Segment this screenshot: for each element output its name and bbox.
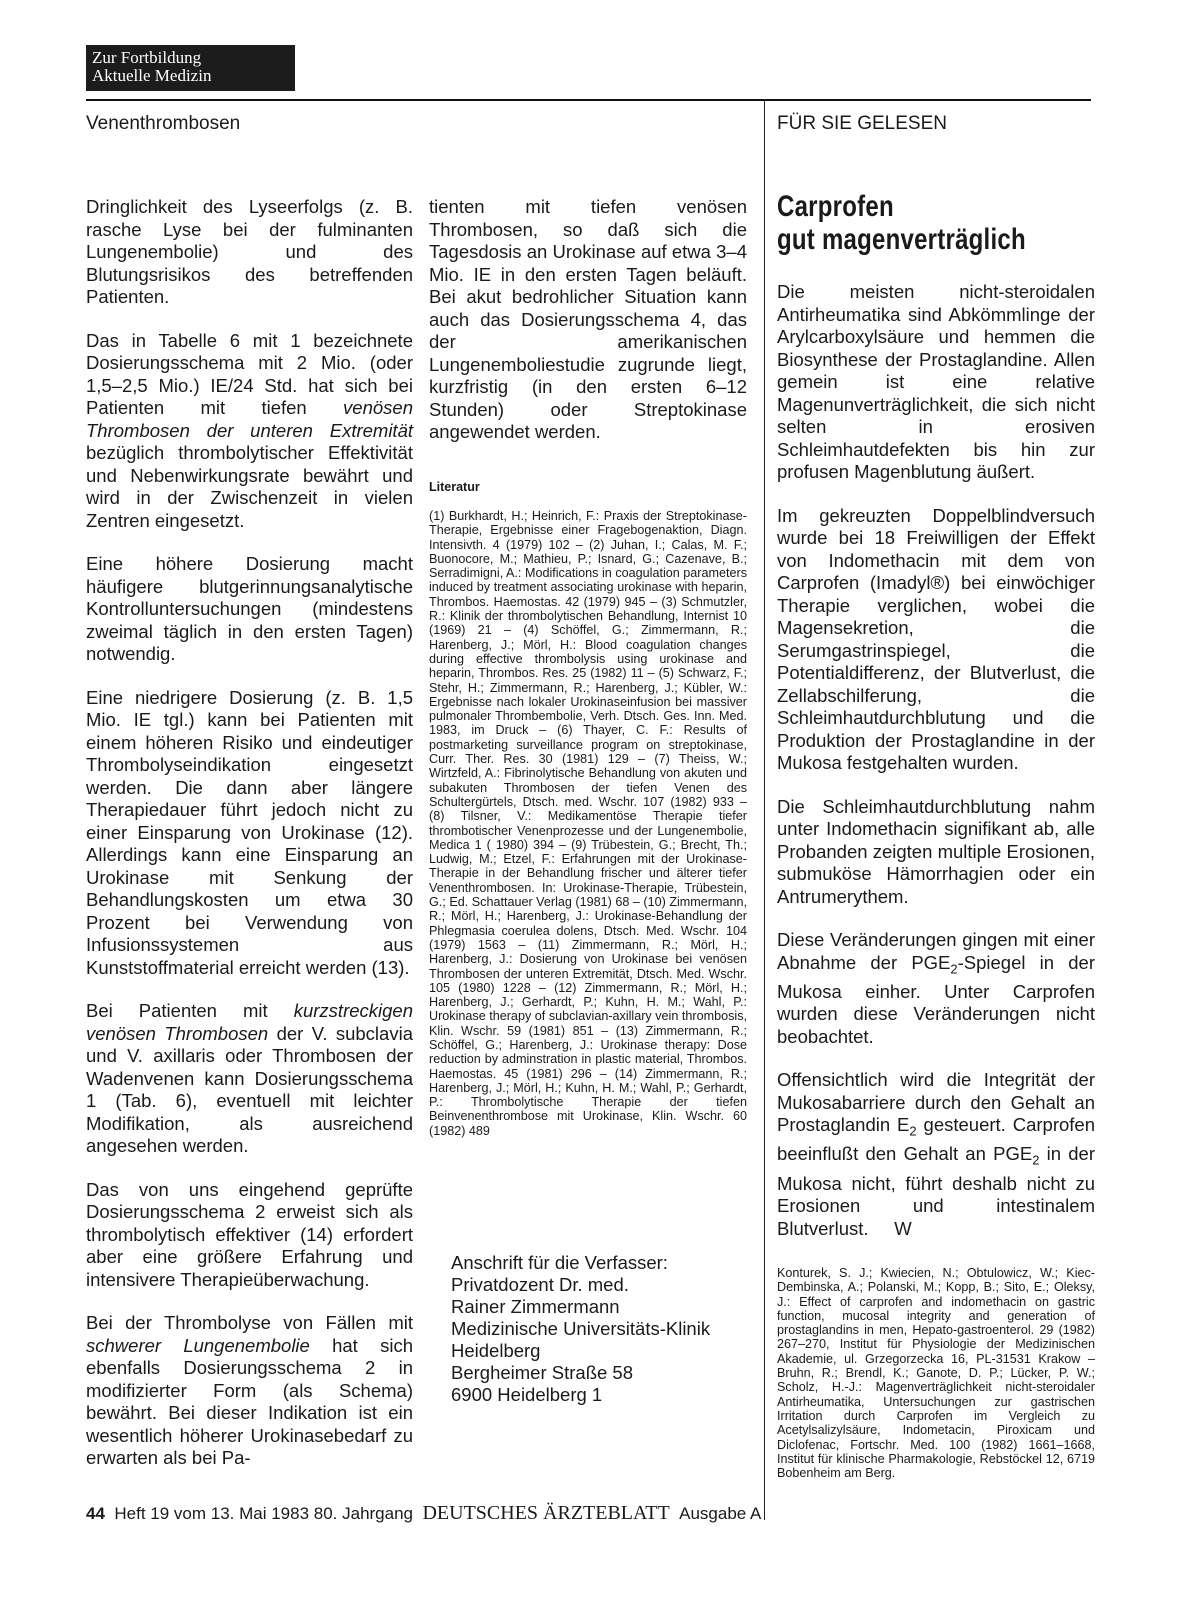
text-run: in der Mukosa nicht, führt deshalb nicht zu Erosionen und intestinalem Blutverlust. bbox=[777, 1143, 1096, 1239]
address-line: Rainer Zimmermann bbox=[451, 1296, 620, 1317]
emphasis: kurzstreckigen venösen Thrombosen bbox=[86, 1000, 413, 1044]
article-references: Konturek, S. J.; Kwiecien, N.; Obtulowicz, W.; Kiec-Dembinska, A.; Polanski, M.; Kopp, B.; Sito, E.; Oleksy, J.: Effect of carprofen and indomethacin on gastric function, mucosal integrity and generation of prostaglandins in men, Hepato-gastroenterol. 29 (1982) 267–270, Institut für Physiologie der Medizinischen Akademie, ul. Grzegorzecka 16, PL-31531 Krakow – Bruhn, R.; Brendl, K.; Ganote, D. P.; Lücker, P. W.; Scholz, H.-J.: Magenverträglichkeit nicht-steroidaler Antirheumatika, Untersuchungen zur gastrischen Irritation durch Carprofen im Vergleich zu Acetylsalizylsäure, Indometacin, Piroxicam und Diclofenac, Fortschr. Med. 100 (1982) 1661–1668, Institut für klinische Pharmakologie, Rebstöckel 12, 6719 Bobenheim am Berg. bbox=[777, 1266, 1095, 1481]
badge-line-2: Aktuelle Medizin bbox=[92, 66, 212, 85]
col1-paragraph: Eine höhere Dosierung macht häufigere blutgerinnungsanalytische Kontrolluntersuchungen (mindestens zweimal täglich in den ersten Tagen) notwendig. bbox=[86, 553, 413, 664]
headline-line-1: Carprofen bbox=[777, 190, 894, 223]
page-footer bbox=[86, 1502, 761, 1525]
edition: Ausgabe A bbox=[679, 1504, 762, 1523]
text-run: bezüglich thrombolytischer Effektivität und Nebenwirkungsrate bewährt und wird in der Zwischenzeit in vielen Zentren eingesetzt. bbox=[86, 442, 413, 531]
text-run: Bei der Thrombolyse von Fällen mit bbox=[86, 1312, 413, 1333]
address-line: Medizinische Universitäts-Klinik bbox=[451, 1318, 711, 1339]
col3-paragraph bbox=[777, 929, 1095, 1048]
col3-paragraph: Die meisten nicht-steroidalen Antirheumatika sind Abkömmlinge der Arylcarboxylsäure und hemmen die Biosynthese der Prostaglandine. Allen gemein ist eine relative Magenunverträglichkeit, die sich nicht selten in erosiven Schleimhautdefekten bis hin zur profusen Magenblutung äußert. bbox=[777, 281, 1095, 482]
magazine-name: DEUTSCHES ÄRZTEBLATT bbox=[422, 1502, 670, 1524]
emphasis: venösen Thrombosen der unteren Extremität bbox=[86, 397, 413, 441]
column-3 bbox=[777, 281, 1095, 1261]
col2-paragraph: tienten mit tiefen venösen Thrombosen, so daß sich die Tagesdosis an Urokinase auf etwa 3–4 Mio. IE in den ersten Tagen beläuft. Bei akut bedrohlicher Situation kann auch das Dosierungsschema 4, das der amerikanischen Lungenemboliestudie zugrunde liegt, kurzfristig (in den ersten 6–12 Stunden) oder Streptokinase angewendet werden. bbox=[429, 196, 747, 442]
emphasis: schwerer Lungenembolie bbox=[86, 1334, 310, 1356]
col1-paragraph: Eine niedrigere Dosierung (z. B. 1,5 Mio. IE tgl.) kann bei Patienten mit einem höheren Risiko und eindeutiger Thrombolyseindikation eingesetzt werden. Die dann aber längere Therapiedauer führt jedoch nicht zu einer Einsparung von Urokinase (12). Allerdings kann eine Einsparung an Urokinase mit Senkung der Behandlungskosten um etwa 30 Prozent bei Verwendung von Infusionssystemen aus Kunststoffmaterial erreicht werden (13). bbox=[86, 686, 413, 978]
col1-paragraph bbox=[86, 330, 413, 533]
col1-paragraph: Dringlichkeit des Lyseerfolgs (z. B. rasche Lyse bei der fulminanten Lungenembolie) und des Blutungsrisikos des betreffenden Patienten. bbox=[86, 196, 413, 307]
badge-line-1: Zur Fortbildung bbox=[92, 48, 202, 67]
column-1 bbox=[86, 196, 413, 1491]
address-line: Privatdozent Dr. med. bbox=[451, 1274, 629, 1295]
subscript: 2 bbox=[950, 961, 958, 977]
text-run: der V. subclavia und V. axillaris oder Thrombosen der Wadenvenen kann Dosierungsschema 1 (Tab. 6), eventuell mit leichter Modifikation, als ausreichend angesehen werden. bbox=[86, 1022, 413, 1156]
author-address bbox=[451, 1252, 751, 1406]
column-divider bbox=[764, 99, 765, 1520]
subscript: 2 bbox=[1032, 1153, 1040, 1169]
col3-paragraph: Im gekreuzten Doppelblindversuch wurde bei 18 Freiwilligen der Effekt von Indomethacin mit dem von Carprofen (Imadyl®) bei einwöchiger Therapie verglichen, wobei die Magensekretion, die Serumgastrinspiegel, die Potentialdifferenz, der Blutverlust, die Zellabschilferung, die Schleimhautdurchblutung und die Produktion der Prostaglandine in der Mukosa festgehalten wurden. bbox=[777, 504, 1095, 773]
text-run: Das in Tabelle 6 mit 1 bezeichnete Dosierungsschema mit 2 Mio. (oder 1,5–2,5 Mio.) IE/24 Std. hat sich bei Patienten mit tiefen bbox=[86, 329, 413, 418]
header-rule bbox=[86, 99, 1091, 101]
literature-heading: Literatur bbox=[429, 480, 480, 494]
page-number: 44 bbox=[86, 1504, 105, 1523]
col1-paragraph bbox=[86, 1000, 413, 1158]
col3-paragraph: Die Schleimhautdurchblutung nahm unter Indomethacin signifikant ab, alle Probanden zeigten multiple Erosionen, submuköse Hämorrhagien oder ein Antrumerythem. bbox=[777, 795, 1095, 907]
col1-paragraph: Das von uns eingehend geprüfte Dosierungsschema 2 erweist sich als thrombolytisch effektiver (14) erfordert aber eine größere Erfahrung und intensivere Therapieüberwachung. bbox=[86, 1178, 413, 1290]
subscript: 2 bbox=[909, 1123, 917, 1139]
address-line: 6900 Heidelberg 1 bbox=[451, 1384, 603, 1405]
issue-info: Heft 19 vom 13. Mai 1983 80. Jahrgang bbox=[114, 1504, 414, 1523]
text-run: Bei Patienten mit bbox=[86, 1000, 294, 1021]
address-line: Bergheimer Straße 58 bbox=[451, 1362, 634, 1383]
section-title-left: Venenthrombosen bbox=[86, 113, 241, 134]
col1-paragraph bbox=[86, 1312, 413, 1470]
article-headline bbox=[777, 190, 1097, 256]
col3-paragraph bbox=[777, 1069, 1095, 1240]
text-run: Diese Veränderungen gingen mit einer Abnahme der PGE bbox=[777, 929, 1095, 973]
text-run: Offensichtlich wird die Integrität der Mukosabarriere durch den Gehalt an Prostaglandin E bbox=[777, 1069, 1095, 1136]
author-initial: W bbox=[894, 1217, 912, 1239]
section-badge bbox=[86, 45, 295, 91]
text-run: hat sich ebenfalls Dosierungsschema 2 in modifizierter Form (als Schema) bewährt. Bei dieser Indikation ist ein wesentlich höherer Urokinasebedarf zu erwarten als bei Pa- bbox=[86, 1334, 413, 1468]
literature-list: (1) Burkhardt, H.; Heinrich, F.: Praxis der Streptokinase-Therapie, Ergebnisse einer Fragebogenaktion, Diagn. Intensivth. 4 (1979) 102 – (2) Juhan, I.; Calas, M. F.; Buonocore, M.; Mathieu, P.; Isnard, G.; Cazenave, B.; Serradimigni, A.: Modifications in coagulation parameters induced by treatment associating urokinase with heparin, Thrombos. Haemostas. 42 (1979) 945 – (3) Schmutzler, R.: Klinik der thrombolytischen Behandlung, Internist 10 (1969) 21 – (4) Schöffel, G.; Zimmermann, R.; Harenberg, J.; Mörl, H.: Blood coagulation changes during effective thrombolysis using urokinase and heparin, Thrombos. Res. 25 (1982) 11 – (5) Schwarz, F.; Stehr, H.; Zimmermann, R.; Harenberg, J.; Kübler, W.: Ergebnisse nach lokaler Urokinaseinfusion bei massiver pulmonaler Thrombembolie, Verh. Dtsch. Ges. Inn. Med. 1983, im Druck – (6) Thayer, C. F.: Results of postmarketing surveillance program on streptokinase, Curr. Ther. Res. 30 (1981) 129 – (7) Theiss, W.; Wirtzfeld, A.: Fibrinolytische Behandlung von akuten und subakuten Thrombosen der tiefen Venen des Schultergürtels, Dtsch. med. Wschr. 107 (1982) 933 – (8) Tilsner, V.: Medikamentöse Therapie tiefer thrombotischer Venenprozesse und der Lungenembolie, Medica 1 ( 1980) 394 – (9) Trübestein, G.; Brecht, Th.; Ludwig, M.; Etzel, F.: Erfahrungen mit der Urokinase-Therapie in der Behandlung frischer und älterer tiefer Venenthrombosen. In: Urokinase-Therapie, Trübestein, G.; Ed. Schattauer Verlag (1981) 68 – (10) Zimmermann, R.; Mörl, H.; Harenberg, J.: Urokinase-Behandlung der Phlegmasia coerulea dolens, Dtsch. Med. Wschr. 104 (1979) 1563 – (11) Zimmermann, R.; Mörl, H.; Harenberg, J.: Dosierung von Urokinase bei venösen Thrombosen der unteren Extremität, Dtsch. Med. Wschr. 105 (1980) 1228 – (12) Zimmermann, R.; Mörl, H.; Harenberg, J.; Gerhardt, P.; Kuhn, H. M.; Wahl, P.: Urokinase therapy of subclavian-axillary vein thrombosis, Klin. Wschr. 59 (1981) 851 – (13) Zimmermann, R.; Schöffel, G.; Harenberg, J.: Urokinase therapy: Dose reduction by adminstration in plastic material, Thrombos. Haemostas. 45 (1981) 296 – (14) Zimmermann, R.; Harenberg, J.; Mörl, H.; Kuhn, H. M.; Wahl, P.; Gerhardt, P.: Thrombolytische Therapie der tiefen Beinvenenthrombose mit Urokinase, Klin. Wschr. 60 (1982) 489 bbox=[429, 509, 747, 1138]
text-run: -Spiegel in der Mukosa einher. Unter Carprofen wurden diese Veränderungen nicht beobachtet. bbox=[777, 951, 1095, 1047]
headline-line-2: gut magenverträglich bbox=[777, 223, 1026, 256]
address-line: Anschrift für die Verfasser: bbox=[451, 1252, 668, 1273]
address-line: Heidelberg bbox=[451, 1340, 541, 1361]
text-run: gesteuert. Carprofen beeinflußt den Gehalt an PGE bbox=[777, 1114, 1095, 1165]
section-title-right: FÜR SIE GELESEN bbox=[777, 113, 947, 134]
